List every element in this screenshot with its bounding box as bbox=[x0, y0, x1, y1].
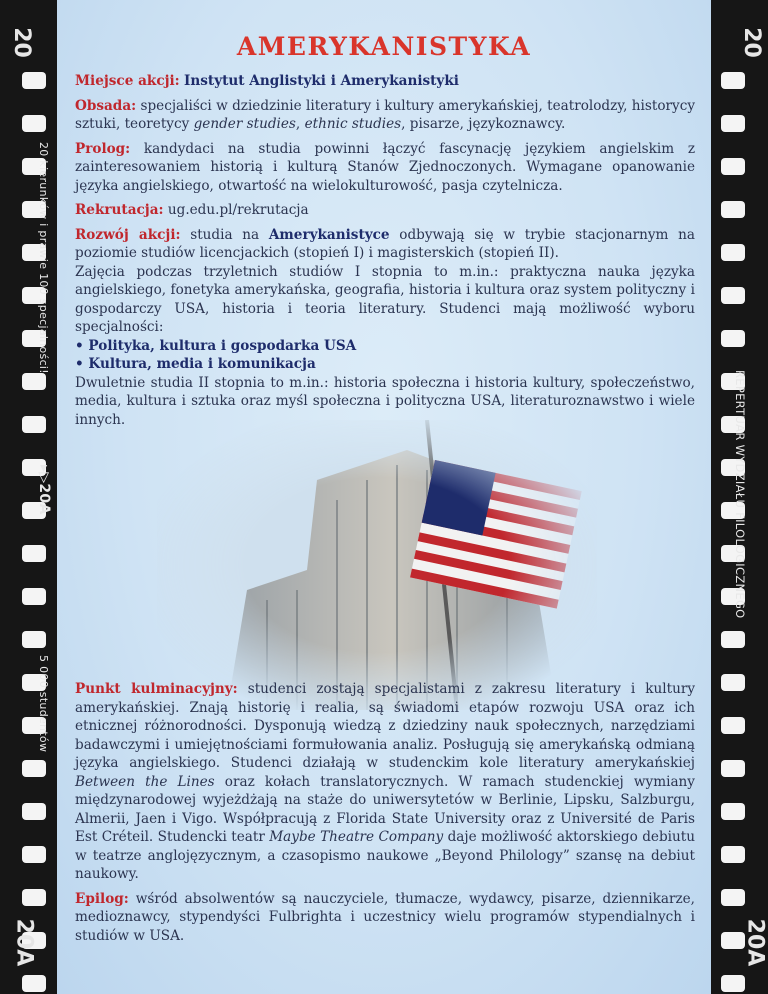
sprocket-hole bbox=[721, 803, 745, 820]
punkt-italic-theatre: Maybe Theatre Company bbox=[269, 829, 444, 845]
sprocket-hole bbox=[22, 803, 46, 820]
obsada-italic-gender: gender studies bbox=[193, 116, 296, 132]
prolog-text: kandydaci na studia powinni łączyć fascynację językiem angielskim z zainteresowaniem historią i kulturą Stanów Zjednoczonych. Wymagane opanowanie języka angielskiego, otwartość na wielokulturowość, pasja czytelnicza. bbox=[75, 140, 695, 194]
rozwoj-text-c: Zajęcia podczas trzyletnich studiów I stopnia to m.in.: praktyczna nauka języka angielskiego, fonetyka amerykańska, geografia, historia i kultura oraz system polityczny i gospodarczy USA, historia i teoria literatury. Studenci mają możliwość wyboru specjalności: bbox=[75, 263, 695, 335]
sprocket-hole bbox=[22, 975, 46, 992]
section-prolog bbox=[75, 140, 695, 196]
label-epilog: Epilog: bbox=[75, 890, 129, 907]
section-punkt bbox=[75, 680, 695, 884]
punkt-italic-between: Between the Lines bbox=[75, 773, 215, 790]
film-frame-number-top-left: 20 bbox=[8, 27, 34, 58]
building-flag-photo bbox=[157, 420, 597, 710]
film-edge-text-repertoire: REPERTUAR WYDZIAŁU FILOLOGICZNEGO bbox=[733, 370, 747, 619]
sprocket-hole bbox=[22, 416, 46, 433]
film-edge-text-specialties: 20 kierunków i prawie 100 specjalności! bbox=[37, 142, 50, 374]
sprocket-hole bbox=[22, 545, 46, 562]
punkt-text-a: studenci zostają specjalistami z zakresu literatury i kultury amerykańskiej. Znają historię i realia, są świadomi etapów rozwoju USA oraz ich etnicznej różnorodności. Dysponują wiedzą z dziedziny nauk społecznych, narzędziami badawczymi i umiejętnościami formułowania analiz. Posługują się amerykańską odmianą języka angielskiego. Studenci działają w studenckim kole literatury amerykańskiej bbox=[75, 681, 696, 771]
sprocket-hole bbox=[22, 889, 46, 906]
sprocket-hole bbox=[721, 330, 745, 347]
sprocket-hole bbox=[22, 588, 46, 605]
sprocket-hole bbox=[721, 287, 745, 304]
sprocket-hole bbox=[22, 72, 46, 89]
bullet-label-2: Kultura, media i komunikacja bbox=[88, 356, 316, 372]
sprocket-hole bbox=[721, 158, 745, 175]
section-obsada bbox=[75, 97, 695, 134]
sprocket-hole bbox=[721, 631, 745, 648]
sprocket-hole bbox=[721, 846, 745, 863]
label-obsada: Obsada: bbox=[75, 97, 137, 114]
label-rekrutacja: Rekrutacja: bbox=[75, 202, 164, 218]
main-text-lower bbox=[75, 680, 695, 951]
section-epilog bbox=[75, 890, 695, 946]
sprocket-hole bbox=[22, 846, 46, 863]
page-title: AMERYKANISTYKA bbox=[236, 32, 532, 61]
bullet-label-1: Polityka, kultura i gospodarka USA bbox=[88, 337, 357, 354]
sprocket-hole bbox=[22, 115, 46, 132]
rozwoj-program-name: Amerykanistyce bbox=[268, 226, 390, 243]
label-rozwoj: Rozwój akcji: bbox=[75, 226, 181, 243]
section-miejsce bbox=[75, 72, 695, 91]
bullet-item-2: • Kultura, media i komunikacja bbox=[75, 356, 316, 372]
content-panel bbox=[57, 0, 711, 994]
sprocket-hole bbox=[721, 72, 745, 89]
punkt-text-c: daje możliwość aktorskiego debiutu w teatrze anglojęzycznym, a czasopismo naukowe „Beyond Philology” szansę na debiut naukowy. bbox=[75, 829, 695, 882]
rozwoj-text-b: odbywają się w trybie stacjonarnym na poziomie studiów licencjackich (stopień I) i magisterskich (stopień II). bbox=[75, 226, 695, 261]
bullet-item-1: • Polityka, kultura i gospodarka USA bbox=[75, 337, 357, 354]
label-miejsce: Miejsce akcji: bbox=[75, 73, 180, 89]
recruitment-link[interactable]: ug.edu.pl/rekrutacja bbox=[167, 202, 309, 218]
obsada-italic-ethnic: ethnic studies bbox=[304, 116, 402, 132]
sprocket-hole bbox=[721, 201, 745, 218]
film-frame-number-top-right: 20 bbox=[738, 27, 764, 58]
sprocket-hole bbox=[721, 717, 745, 734]
rozwoj-text-d: Dwuletnie studia II stopnia to m.in.: historia społeczna i historia kultury, społeczeństwo, media, kultura i sztuka oraz myśl społeczna i polityczna USA, literaturoznawstwo i wiele innych. bbox=[75, 374, 695, 428]
section-rekrutacja bbox=[75, 201, 695, 220]
main-text bbox=[75, 72, 695, 435]
obsada-text-end: , pisarze, językoznawcy. bbox=[401, 116, 566, 132]
sprocket-hole bbox=[721, 674, 745, 691]
sprocket-hole bbox=[22, 760, 46, 777]
punkt-text-b: oraz kołach translatorycznych. W ramach studenckiej wymiany międzynarodowej wyjeżdżają na staże do uniwersytetów w Berlinie, Lipsku, Salzburgu, Almerii, Jaen i Vigo. Współpracują z Florida State University oraz z Université de Paris Est Créteil. Studencki teatr bbox=[75, 773, 695, 845]
sprocket-hole bbox=[721, 115, 745, 132]
label-punkt: Punkt kulminacyjny: bbox=[75, 681, 238, 697]
obsada-sep: , bbox=[295, 116, 305, 132]
label-prolog: Prolog: bbox=[75, 140, 131, 157]
film-edge-text-students: 5 000 studentów bbox=[37, 655, 50, 753]
obsada-text: specjaliści w dziedzinie literatury i kultury amerykańskiej, teatrolodzy, historycy sztuki, teoretycy bbox=[75, 97, 695, 132]
film-edge-text-20a: ▸▷20A bbox=[36, 465, 52, 515]
epilog-text: wśród absolwentów są nauczyciele, tłumacze, wydawcy, pisarze, dziennikarze, medioznawcy, stypendyści Fulbrighta i uczestnicy wielu programów stypendialnych i studiów w USA. bbox=[75, 890, 695, 944]
film-frame-number-bottom-left: 20A bbox=[11, 918, 37, 967]
sprocket-hole bbox=[721, 760, 745, 777]
sprocket-hole bbox=[22, 373, 46, 390]
institute-name: Instytut Anglistyki i Amerykanistyki bbox=[184, 73, 459, 89]
sprocket-hole bbox=[721, 975, 745, 992]
section-rozwoj bbox=[75, 226, 695, 430]
film-frame-number-bottom-right: 20A bbox=[742, 918, 768, 967]
rozwoj-text-a: studia na bbox=[190, 226, 269, 243]
sprocket-hole bbox=[22, 631, 46, 648]
sprocket-hole bbox=[721, 244, 745, 261]
sprocket-hole bbox=[721, 889, 745, 906]
